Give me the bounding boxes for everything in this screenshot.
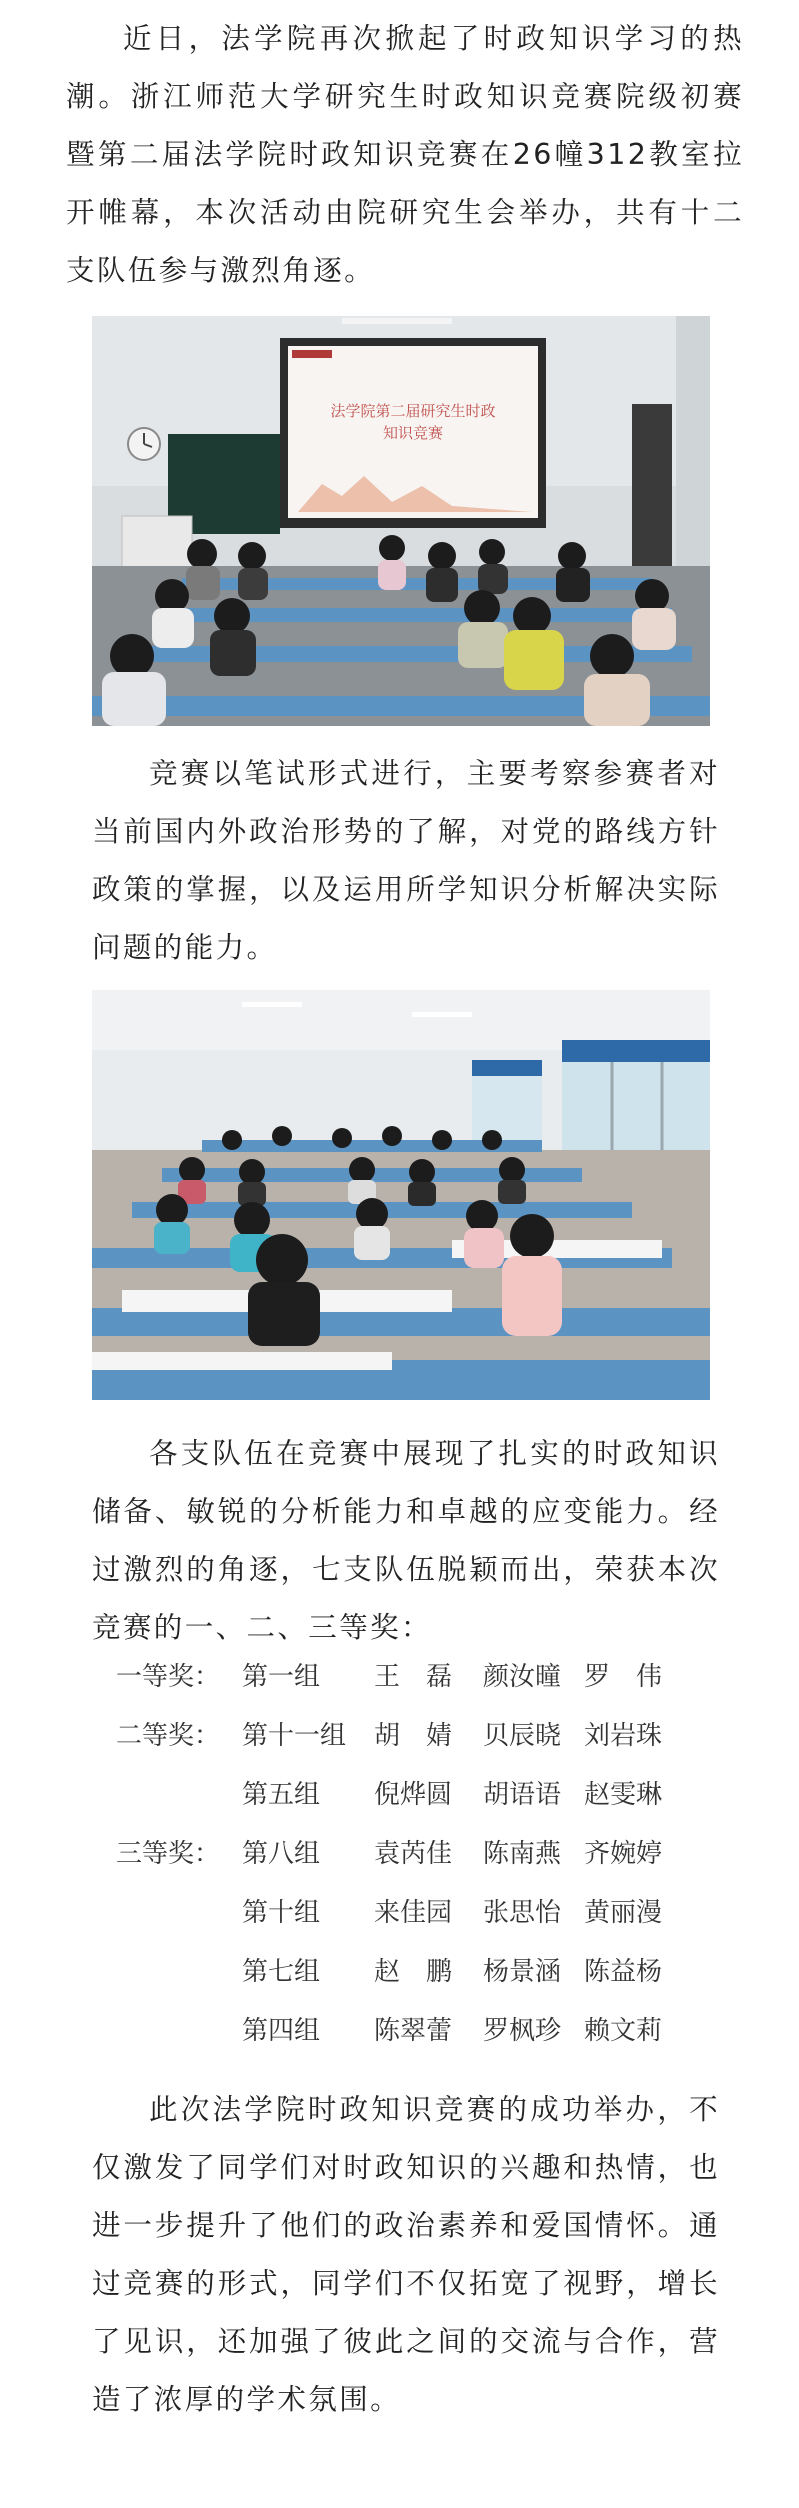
results-intro-paragraph: 各支队伍在竞赛中展现了扎实的时政知识储备、敏锐的分析能力和卓越的应变能力。经过激烈的角逐，七支队伍脱颖而出，荣获本次竞赛的一、二、三等奖：: [92, 1437, 720, 1644]
closing-paragraph: 此次法学院时政知识竞赛的成功举办，不仅激发了同学们对时政知识的兴趣和热情，也进一步提升了他们的政治素养和爱国情怀。通过竞赛的形式，同学们不仅拓宽了视野，增长了见识，还加强了彼此之间的交流与合作，营造了浓厚的学术氛围。: [92, 2093, 720, 2416]
award-member: 张思怡: [483, 1898, 562, 1928]
award-row: [92, 1943, 732, 2002]
slide-title-line2: 知识竞赛: [382, 424, 444, 442]
award-member: 齐婉婷: [584, 1839, 663, 1869]
award-row: [92, 1648, 732, 1707]
award-member: 赵雯琳: [584, 1780, 663, 1810]
award-member: 颜汝曈: [483, 1662, 562, 1692]
award-team: 第四组: [242, 2016, 321, 2046]
award-row: [92, 1707, 732, 1766]
award-team: 第五组: [242, 1780, 321, 1810]
award-row: [92, 1825, 732, 1884]
award-member: 袁芮佳: [374, 1839, 453, 1869]
award-member: 罗 伟: [584, 1662, 663, 1692]
award-member: 倪烨圆: [374, 1780, 453, 1810]
award-member: 陈南燕: [483, 1839, 562, 1869]
intro-paragraph: 近日，法学院再次掀起了时政知识学习的热潮。浙江师范大学研究生时政知识竞赛院级初赛暨第二届法学院时政知识竞赛在26幢312教室拉开帷幕，本次活动由院研究生会举办，共有十二支队伍参与激烈角逐。: [66, 22, 744, 287]
award-member: 赵 鹏: [374, 1957, 453, 1987]
award-member: 黄丽漫: [584, 1898, 663, 1928]
award-level: 三等奖：: [116, 1839, 221, 1869]
award-member: 来佳园: [374, 1898, 453, 1928]
photo-competition-classroom-front: [92, 316, 710, 726]
award-team: 第十一组: [242, 1721, 347, 1751]
award-member: 赖文莉: [584, 2016, 663, 2046]
award-row: [92, 1766, 732, 1825]
award-level: 一等奖：: [116, 1662, 221, 1692]
photo-students-writing-exam: [92, 990, 710, 1400]
award-row: [92, 2002, 732, 2061]
award-member: 杨景涵: [483, 1957, 562, 1987]
award-team: 第一组: [242, 1662, 321, 1692]
award-member: 刘岩珠: [584, 1721, 663, 1751]
award-member: 罗枫珍: [483, 2016, 562, 2046]
award-member: 王 磊: [374, 1662, 453, 1692]
award-level: 二等奖：: [116, 1721, 221, 1751]
award-member: 陈翠蕾: [374, 2016, 453, 2046]
slide-title-line1: 法学院第二届研究生时政: [330, 402, 496, 420]
format-paragraph: 竞赛以笔试形式进行，主要考察参赛者对当前国内外政治形势的了解，对党的路线方针政策的掌握，以及运用所学知识分析解决实际问题的能力。: [92, 757, 720, 964]
award-member: 贝辰晓: [483, 1721, 562, 1751]
award-row: [92, 1884, 732, 1943]
award-member: 胡 婧: [374, 1721, 453, 1751]
award-team: 第十组: [242, 1898, 321, 1928]
award-team: 第八组: [242, 1839, 321, 1869]
award-team: 第七组: [242, 1957, 321, 1987]
awards-list: [92, 1648, 732, 2061]
award-member: 胡语语: [483, 1780, 562, 1810]
award-member: 陈益杨: [584, 1957, 663, 1987]
